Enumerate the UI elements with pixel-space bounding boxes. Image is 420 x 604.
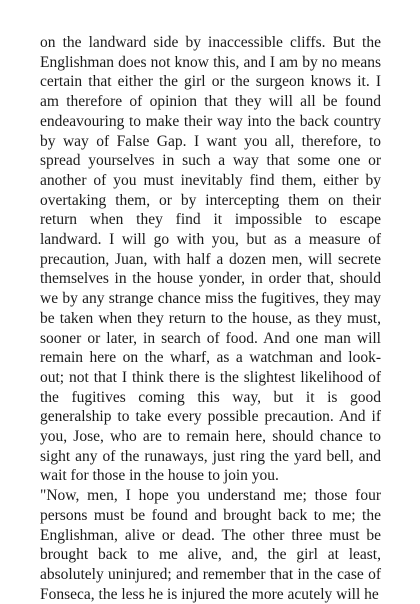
paragraph: on the landward side by inaccessible cliffs. But the Englishman does not know this, and I am by no means certain that either the girl or the surgeon knows it. I am therefore of opinion that they will all be found endeavouring to make their way into the back country by way of False Gap. I want you all, therefore, to spread yourselves in such a way that some one or another of you must inevitably find them, either by overtaking them, or by intercepting them on their return when they find it impossible to escape landward. I will go with you, but as a measure of precaution, Juan, with half a dozen men, will secrete themselves in the house yonder, in order that, should we by any strange chance miss the fugitives, they may be taken when they return to the house, as they must, sooner or later, in search of food. And one man will remain here on the wharf, as a watchman and look-out; not that I think there is the slightest likelihood of the fugitives coming this way, but it is good generalship to take every possible precaution. And if you, Jose, who are to remain here, should chance to sight any of the runaways, just ring the yard bell, and wait for those in the house to join you. [40, 34, 381, 485]
paragraph: "Now, men, I hope you understand me; those four persons must be found and brought back to me; the Englishman, alive or dead. The other three must be brought back to me alive, and, the girl at least, absolutely uninjured; and remember that in the case of Fonseca, the less he is injured the more acutely will he [40, 487, 381, 603]
document-page [40, 33, 381, 604]
